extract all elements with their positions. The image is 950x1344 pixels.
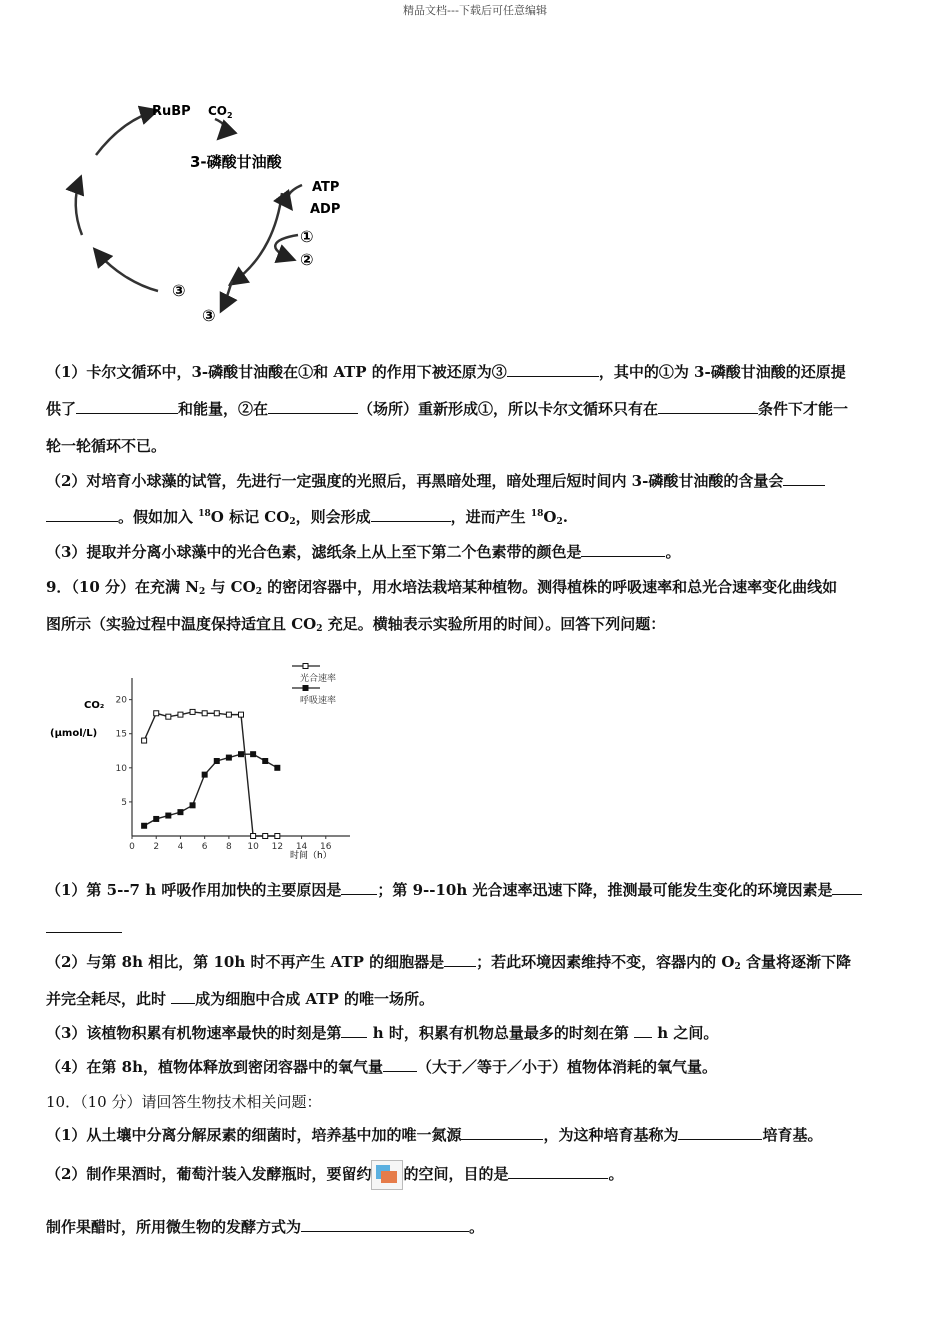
answer-blank[interactable] bbox=[634, 1023, 652, 1038]
q8-line-6: （3）提取并分离小球藻中的光合色素，滤纸条上从上至下第二个色素带的颜色是 。 bbox=[46, 543, 681, 561]
answer-blank[interactable] bbox=[46, 507, 118, 522]
answer-blank[interactable] bbox=[301, 1217, 469, 1232]
data-point bbox=[263, 759, 268, 764]
q8-line-3: 轮一轮循环不已。 bbox=[46, 437, 167, 455]
rubp-label: RuBP bbox=[152, 104, 191, 119]
data-point bbox=[190, 709, 195, 714]
answer-blank[interactable] bbox=[783, 471, 825, 486]
q9-s3-line: （3）该植物积累有机物速率最快的时刻是第 h 时，积累有机物总量最多的时刻在第 h 之间。 bbox=[46, 1024, 719, 1042]
q10-s3-line: 制作果醋时，所用微生物的发酵方式为 。 bbox=[46, 1218, 485, 1236]
data-point bbox=[226, 755, 231, 760]
x-tick-label: 14 bbox=[295, 842, 308, 852]
data-point bbox=[166, 813, 171, 818]
legend-marker bbox=[303, 686, 308, 691]
data-point bbox=[166, 714, 171, 719]
y-tick-label: 15 bbox=[115, 729, 127, 740]
data-point bbox=[226, 712, 231, 717]
legend-label: 光合速率 bbox=[300, 674, 337, 684]
data-point bbox=[190, 803, 195, 808]
q10-title: 10．（10 分）请回答生物技术相关问题： bbox=[46, 1093, 322, 1111]
x-tick-label: 0 bbox=[129, 842, 135, 852]
q9-s4-line: （4）在第 8h，植物体释放到密闭容器中的氧气量 （大于／等于／小于）植物体消耗的氧气量。 bbox=[46, 1058, 718, 1076]
q9-s2-line-2: 并完全耗尽，此时 成为细胞中合成 ATP 的唯一场所。 bbox=[46, 990, 434, 1008]
x-tick-label: 8 bbox=[226, 842, 232, 852]
chart-xlabel: 时间（h） bbox=[290, 851, 332, 861]
answer-blank[interactable] bbox=[341, 1023, 367, 1038]
data-point bbox=[202, 711, 207, 716]
answer-blank[interactable] bbox=[76, 399, 178, 414]
y-tick-label: 20 bbox=[115, 695, 127, 706]
m3-label-b: ③ bbox=[202, 306, 216, 325]
answer-blank[interactable] bbox=[371, 507, 451, 522]
pga-label: 3-磷酸甘油酸 bbox=[190, 153, 282, 171]
data-point bbox=[275, 834, 280, 839]
data-point bbox=[239, 752, 244, 757]
cycle-arrow-bottom-left bbox=[96, 251, 158, 291]
data-point bbox=[154, 816, 159, 821]
q8-line-1: （1）卡尔文循环中，3-磷酸甘油酸在①和 ATP 的作用下被还原为③ ，其中的①为 3-磷酸甘油酸的还原提 bbox=[46, 363, 846, 381]
y-tick-label: 5 bbox=[121, 797, 127, 808]
m1-m2-arrow bbox=[275, 235, 298, 259]
co2-label: $CO_2$ bbox=[208, 104, 233, 120]
data-point bbox=[142, 823, 147, 828]
legend-label: 呼吸速率 bbox=[300, 696, 337, 706]
q8-line-2: 供了 和能量，②在 （场所）重新形成①，所以卡尔文循环只有在 条件下才能一 bbox=[46, 400, 849, 418]
data-point bbox=[202, 772, 207, 777]
q10-s1-line: （1）从土壤中分离分解尿素的细菌时，培养基中加的唯一氮源 ，为这种培育基称为 培育基。 bbox=[46, 1126, 823, 1144]
answer-blank[interactable] bbox=[678, 1125, 762, 1140]
cycle-arrow-top-left bbox=[96, 111, 155, 155]
m1-label: ① bbox=[300, 227, 314, 246]
data-point bbox=[275, 765, 280, 770]
x-tick-label: 4 bbox=[177, 842, 184, 852]
data-point bbox=[178, 712, 183, 717]
answer-blank[interactable] bbox=[832, 880, 862, 895]
x-tick-label: 6 bbox=[201, 842, 208, 852]
answer-blank[interactable] bbox=[444, 952, 476, 967]
cycle-arrow-left bbox=[76, 179, 82, 235]
rate-chart bbox=[44, 660, 364, 870]
q8-line-4: （2）对培育小球藻的试管，先进行一定强度的光照后，再黑暗处理，暗处理后短时间内 3-磷酸甘油酸的含量会 bbox=[46, 470, 825, 491]
answer-blank[interactable] bbox=[461, 1125, 543, 1140]
m3-branch-arrow bbox=[222, 281, 232, 309]
chart-ylabel: CO₂ bbox=[84, 700, 105, 711]
legend-marker bbox=[303, 664, 308, 669]
adp-label: ADP bbox=[310, 202, 341, 217]
answer-blank[interactable] bbox=[341, 880, 377, 895]
series-line-1 bbox=[144, 754, 277, 826]
m3-label-a: ③ bbox=[172, 281, 186, 300]
x-tick-label: 2 bbox=[153, 842, 160, 852]
q9-s1-line-1: （1）第 5--7 h 呼吸作用加快的主要原因是 ；第 9--10h 光合速率迅速下降，推测最可能发生变化的环境因素是 bbox=[46, 879, 862, 900]
q10-s2-line: （2）制作果酒时，葡萄汁装入发酵瓶时，要留约 的空间，目的是 。 bbox=[46, 1160, 623, 1190]
x-tick-label: 16 bbox=[320, 842, 332, 852]
data-point bbox=[251, 752, 256, 757]
q9-s2-line-1: （2）与第 8h 相比，第 10h 时不再产生 ATP 的细胞器是 ；若此环境因素维持不变，容器内的 $O_2$ 含量将逐渐下降 bbox=[46, 953, 851, 972]
inline-image-icon bbox=[371, 1160, 403, 1190]
q8-line-5: 。假如加入 $^{18}$O 标记 $CO_2$，则会形成 ，进而产生 $^{18}O_2$. bbox=[46, 506, 568, 527]
q9-line-1: 9．（10 分）在充满 $N_2$ 与 $CO_2$ 的密闭容器中，用水培法栽培某种植物。测得植株的呼吸速率和总光合速率变化曲线如 bbox=[46, 578, 838, 597]
q9-s1-line-2 bbox=[46, 918, 122, 937]
calvin-cycle-diagram bbox=[60, 95, 370, 335]
atp-label: ATP bbox=[312, 180, 340, 195]
answer-blank[interactable] bbox=[171, 989, 195, 1004]
answer-blank[interactable] bbox=[46, 918, 122, 933]
answer-blank[interactable] bbox=[383, 1057, 417, 1072]
data-point bbox=[214, 711, 219, 716]
x-tick-label: 12 bbox=[271, 842, 284, 852]
data-point bbox=[214, 759, 219, 764]
x-tick-label: 10 bbox=[247, 842, 259, 852]
answer-blank[interactable] bbox=[507, 362, 599, 377]
data-point bbox=[239, 712, 244, 717]
data-point bbox=[251, 834, 256, 839]
q9-line-2: 图所示（实验过程中温度保持适宜且 $CO_2$ 充足。横轴表示实验所用的时间）。回答下列问题： bbox=[46, 615, 666, 634]
data-point bbox=[142, 738, 147, 743]
answer-blank[interactable] bbox=[658, 399, 758, 414]
data-point bbox=[178, 810, 183, 815]
answer-blank[interactable] bbox=[581, 542, 665, 557]
m2-label: ② bbox=[300, 250, 314, 269]
cycle-arrow-right bbox=[232, 193, 282, 283]
co2-arrow bbox=[215, 119, 225, 137]
page-header: 精品文档---下载后可任意编辑 bbox=[403, 4, 547, 17]
answer-blank[interactable] bbox=[268, 399, 358, 414]
data-point bbox=[154, 711, 159, 716]
chart-ylabel-unit: (μmol/L) bbox=[50, 728, 98, 739]
atp-adp-arrow bbox=[287, 185, 302, 207]
answer-blank[interactable] bbox=[508, 1164, 608, 1179]
y-tick-label: 10 bbox=[115, 763, 127, 774]
data-point bbox=[263, 834, 268, 839]
